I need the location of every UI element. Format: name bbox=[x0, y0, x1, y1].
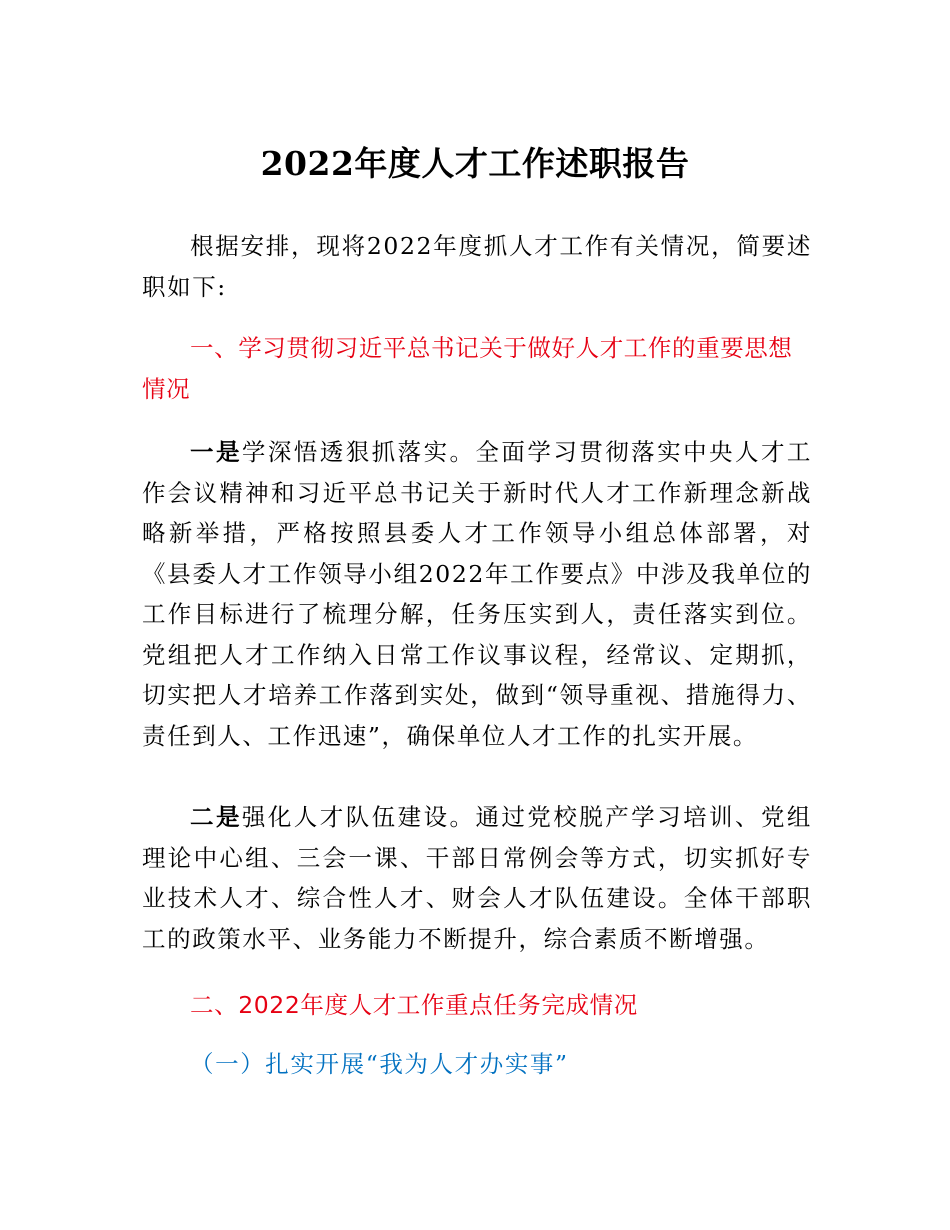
section-1-item-1 bbox=[142, 432, 812, 756]
section-2-heading: 二、2022年度人才工作重点任务完成情况 bbox=[190, 991, 638, 1019]
intro-paragraph: 根据安排，现将2022年度抓人才工作有关情况，简要述职如下: bbox=[142, 232, 812, 301]
section-1-item-2 bbox=[142, 797, 812, 959]
section-2-subheading-1: （一）扎实开展“我为人才办实事” bbox=[190, 1050, 569, 1078]
item-2-lead: 二是 bbox=[190, 803, 242, 831]
item-1-lead: 一是 bbox=[190, 438, 242, 466]
item-1-text: 学深悟透狠抓落实。全面学习贯彻落实中央人才工作会议精神和习近平总书记关于新时代人才工作新理念新战略新举措，严格按照县委人才工作领导小组总体部署，对《县委人才工作领导小组2022年工作要点》中涉及我单位的工作目标进行了梳理分解，任务压实到人，责任落实到位。党组把人才工作纳入日常工作议事议程，经常议、定期抓，切实把人才培养工作落到实处，做到“领导重视、措施得力、责任到人、工作迅速”，确保单位人才工作的扎实开展。 bbox=[142, 438, 812, 750]
item-2-text: 强化人才队伍建设。通过党校脱产学习培训、党组理论中心组、三会一课、干部日常例会等方式，切实抓好专业技术人才、综合性人才、财会人才队伍建设。全体干部职工的政策水平、业务能力不断提升，综合素质不断增强。 bbox=[142, 803, 812, 953]
page-title: 2022年度人才工作述职报告 bbox=[260, 144, 690, 183]
section-1-heading: 一、学习贯彻习近平总书记关于做好人才工作的重要思想情况 bbox=[142, 334, 793, 403]
